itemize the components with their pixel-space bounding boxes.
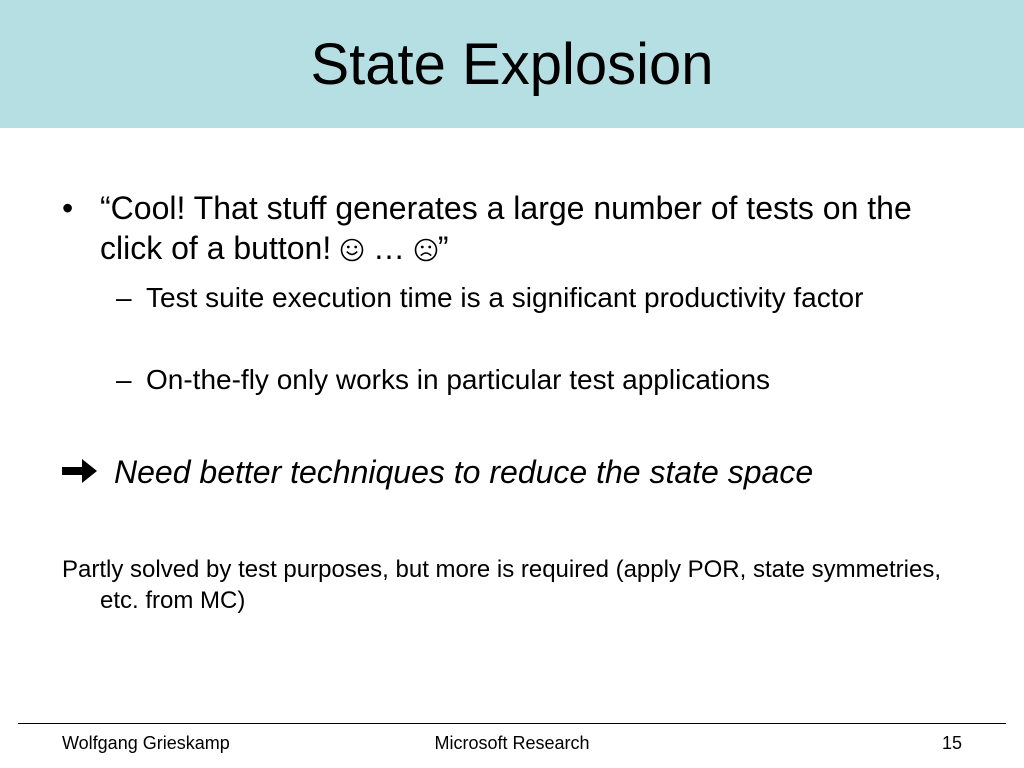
sub-bullet	[116, 280, 936, 315]
smiley-sad-icon	[414, 238, 438, 262]
footer-author: Wolfgang Grieskamp	[62, 733, 230, 753]
footer-divider	[18, 723, 1006, 724]
slide-title: State Explosion	[310, 32, 714, 97]
sub-bullet-text: Test suite execution time is a significant productivity factor	[146, 282, 864, 313]
conclusion-text: Need better techniques to reduce the state space	[114, 454, 814, 490]
note-text: Partly solved by test purposes, but more is required (apply POR, state symmetries, etc. from MC)	[62, 556, 942, 614]
close-quote: ”	[437, 230, 449, 266]
sub-bullet-mark: –	[116, 282, 132, 313]
bullet-mark: •	[62, 190, 74, 226]
sub-bullet	[116, 362, 936, 397]
smiley-happy-icon	[340, 238, 364, 262]
ellipsis: …	[373, 230, 406, 266]
conclusion-line	[60, 452, 1010, 492]
main-bullet-text	[100, 188, 942, 268]
sub-bullet-text: On-the-fly only works in particular test applications	[146, 364, 771, 395]
main-bullet	[62, 188, 942, 268]
footer-organization: Microsoft Research	[434, 733, 590, 753]
sub-bullet-mark: –	[116, 364, 132, 395]
main-bullet-quote: “Cool! That stuff generates a large number of tests on the click of a button!	[100, 190, 912, 266]
right-arrow-icon	[60, 456, 100, 486]
page-number: 15	[941, 733, 962, 753]
